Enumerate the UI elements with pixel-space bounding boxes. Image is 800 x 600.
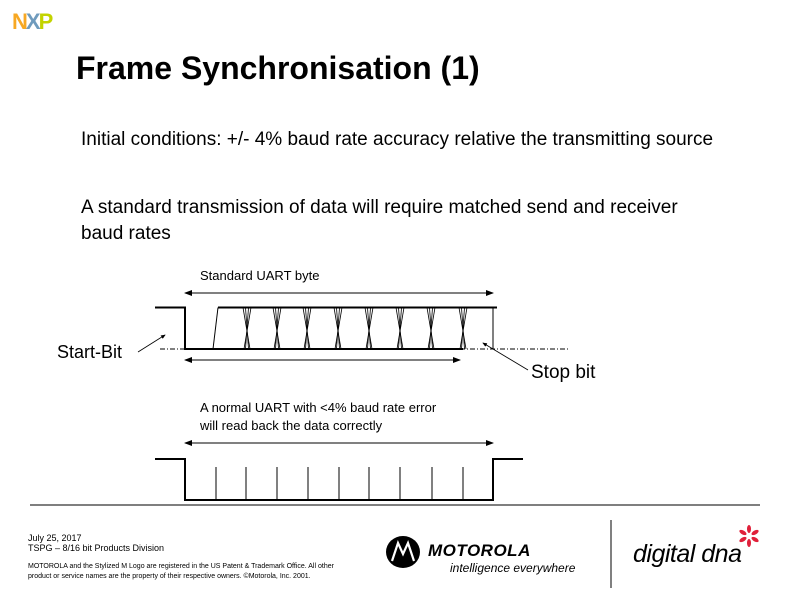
- start-bit-label: Start-Bit: [57, 342, 123, 362]
- bit-transition: [428, 308, 435, 350]
- bit-transition: [243, 308, 250, 350]
- bottom-waveform: [155, 443, 523, 500]
- bottom-label-2: will read back the data correctly: [200, 418, 383, 433]
- dna-star-icon: [738, 525, 759, 547]
- motorola-tagline: intelligence everywhere: [450, 561, 576, 575]
- footer-date: July 25, 2017: [28, 533, 82, 543]
- digitaldna-wordmark: digital dna: [633, 540, 742, 568]
- motorola-wordmark: MOTOROLA: [428, 541, 531, 560]
- bit-transition: [273, 308, 280, 350]
- bit-transition: [459, 308, 466, 350]
- bit-transition: [366, 308, 373, 350]
- star-petal: [751, 529, 760, 536]
- bottom-label-1: A normal UART with <4% baud rate error: [200, 400, 437, 415]
- star-petal: [751, 536, 760, 543]
- bullet-2: A standard transmission of data will require matched send and receiver baud rates: [81, 197, 678, 244]
- bit-transition: [396, 308, 403, 350]
- bit-transition: [335, 308, 342, 350]
- top-label: Standard UART byte: [200, 268, 320, 283]
- footer-division: TSPG – 8/16 bit Products Division: [28, 543, 165, 553]
- bit-transition: [244, 308, 251, 350]
- bit-transition: [303, 308, 310, 350]
- bit-transition: [427, 308, 434, 350]
- page-title: Frame Synchronisation (1): [76, 50, 480, 86]
- footer-legal-2: product or service names are the property of their respective owners. ©Motorola, Inc. 2001.: [28, 573, 311, 580]
- bit-transition: [460, 308, 467, 350]
- bit-transition: [274, 308, 281, 350]
- footer-legal-1: MOTOROLA and the Stylized M Logo are registered in the US Patent & Trademark Office. All other: [28, 563, 334, 570]
- top-waveform: [138, 293, 570, 370]
- star-petal: [738, 529, 747, 536]
- star-petal: [747, 539, 751, 547]
- nxp-logo: NXP: [12, 9, 52, 34]
- stop-bit-label: Stop bit: [531, 362, 596, 383]
- bit-transition: [397, 308, 404, 350]
- bit-transition: [304, 308, 311, 350]
- motorola-logo-icon: [386, 536, 420, 568]
- star-petal: [747, 525, 751, 533]
- bullet-1: Initial conditions: +/- 4% baud rate accuracy relative the transmitting source: [81, 129, 714, 150]
- bit-transition: [365, 308, 372, 350]
- bit-transition: [334, 308, 341, 350]
